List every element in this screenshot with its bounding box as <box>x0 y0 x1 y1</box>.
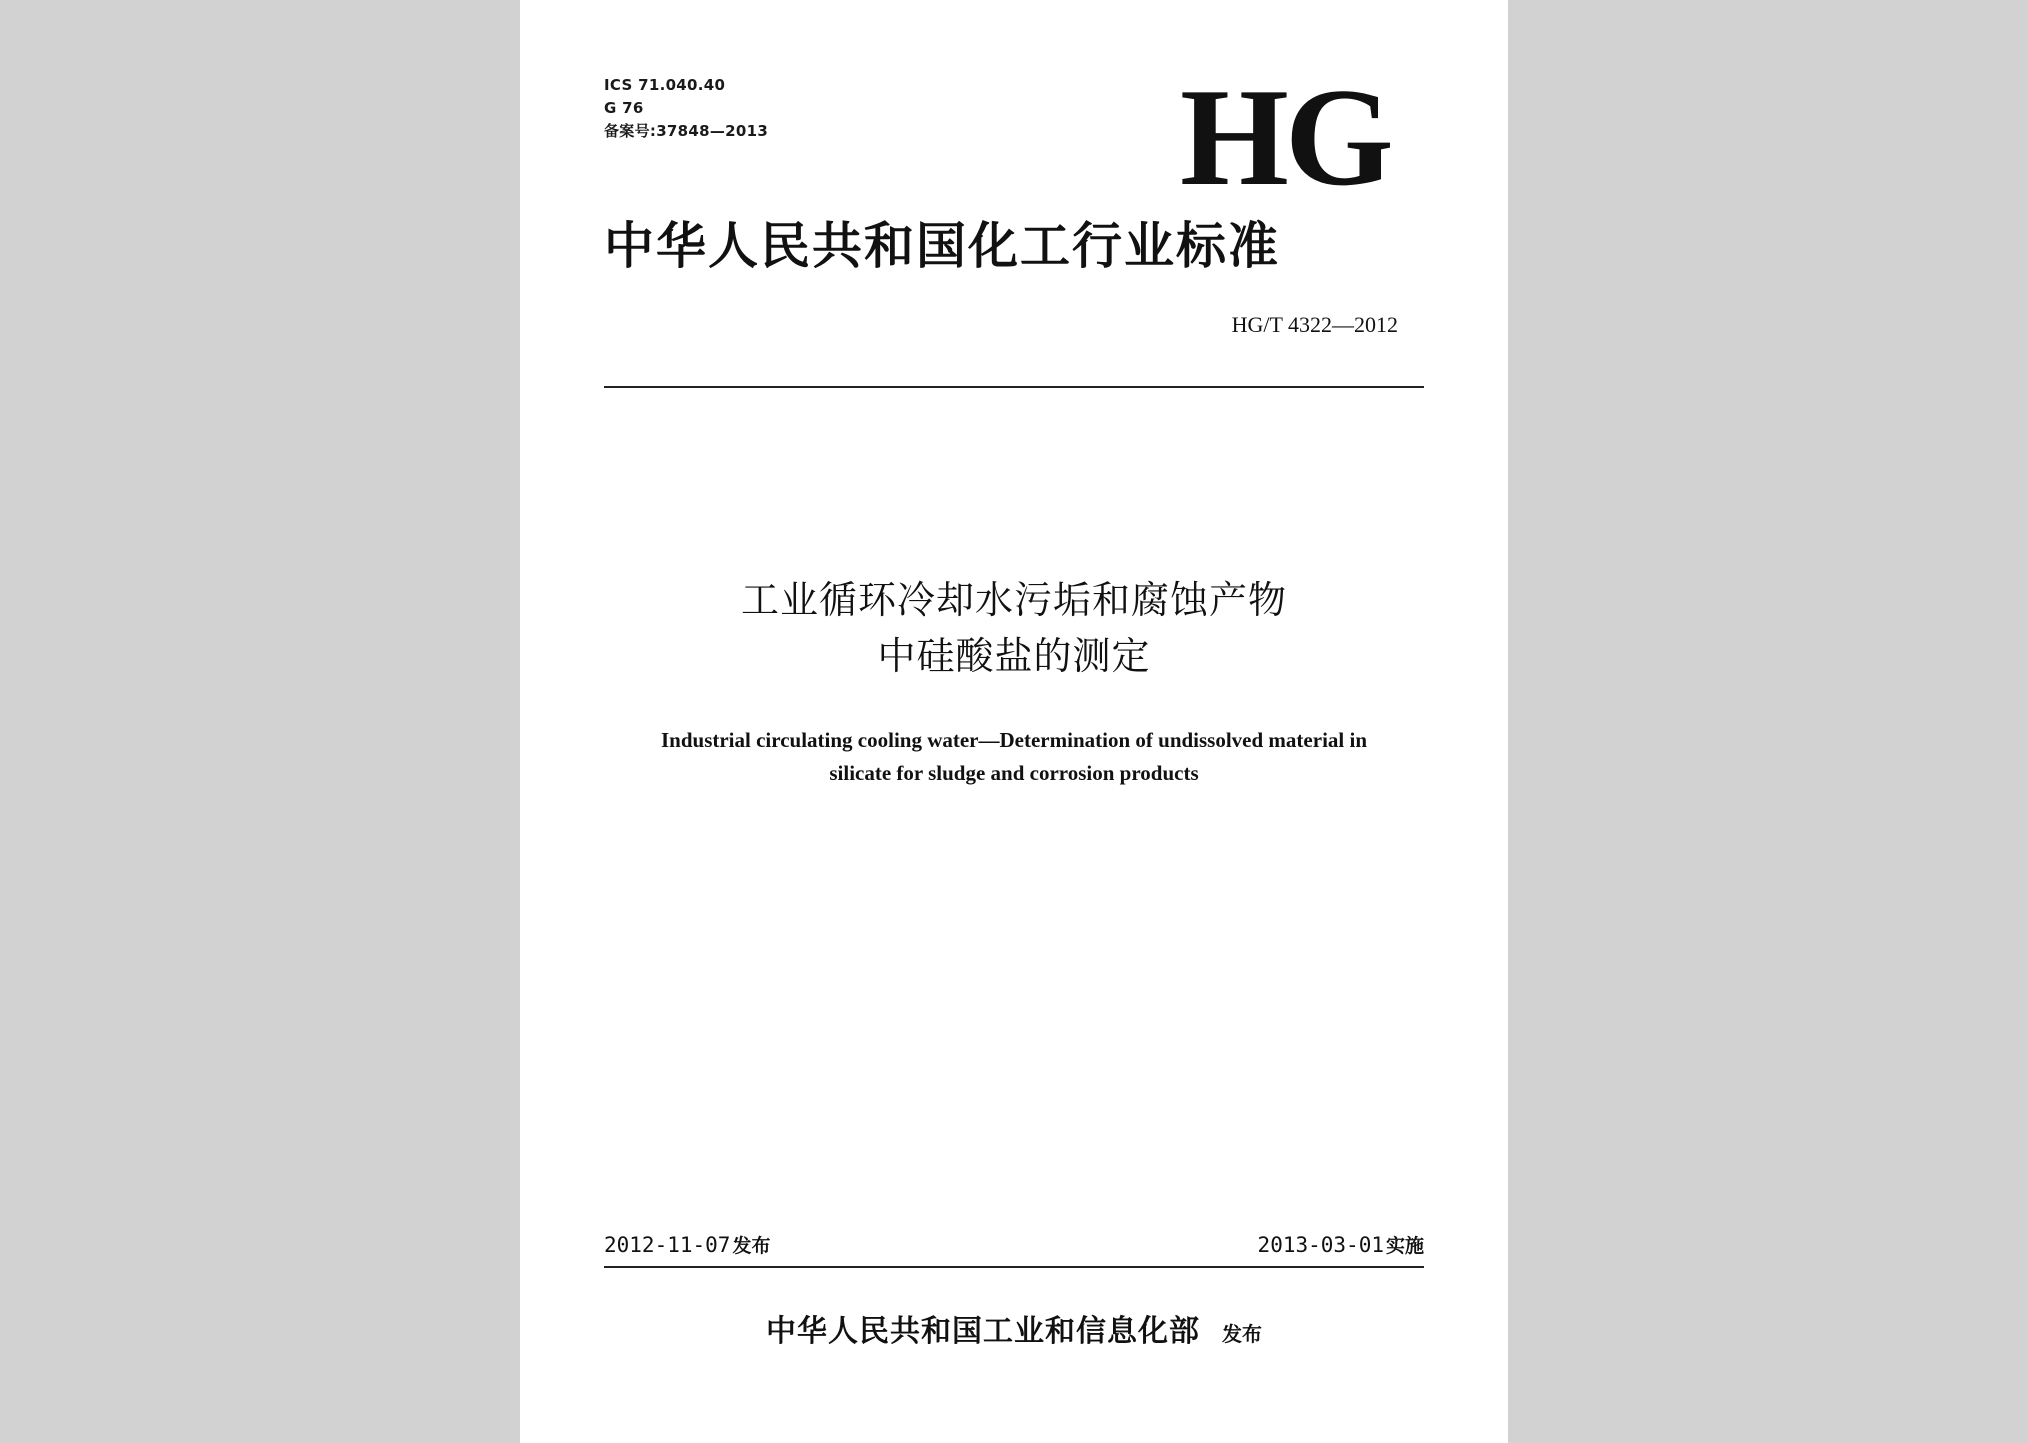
chinese-title-line-1: 工业循环冷却水污垢和腐蚀产物 <box>740 578 1287 622</box>
document-page <box>520 0 1508 1443</box>
english-title-line-2: silicate for sludge and corrosion products <box>829 761 1199 785</box>
header-divider <box>604 386 1424 388</box>
ics-code: ICS 71.040.40 <box>604 76 726 94</box>
implement-date: 2013-03-01 <box>1257 1233 1384 1257</box>
implement-date-block <box>1258 1230 1424 1261</box>
publisher-line <box>520 1306 1508 1350</box>
standard-title: 中华人民共和国化工行业标准 <box>604 217 1280 275</box>
issue-label: 发布 <box>732 1235 771 1257</box>
issue-date-block <box>604 1230 770 1261</box>
classification-block <box>604 74 768 143</box>
publisher-label: 发布 <box>1222 1322 1262 1346</box>
implement-label: 实施 <box>1385 1235 1424 1257</box>
issue-date: 2012-11-07 <box>604 1233 731 1257</box>
standard-number: HG/T 4322—2012 <box>1231 312 1398 337</box>
publisher-name: 中华人民共和国工业和信息化部 <box>766 1314 1200 1349</box>
hg-logo: HG <box>1180 60 1390 215</box>
chinese-title <box>520 572 1508 684</box>
chinese-title-line-2: 中硅酸盐的测定 <box>877 634 1151 678</box>
ccs-code: G 76 <box>604 99 644 117</box>
dates-row <box>604 1230 1424 1268</box>
english-title-line-1: Industrial circulating cooling water—Determination of undissolved material in <box>660 728 1367 752</box>
filing-number: 备案号:37848—2013 <box>604 122 769 140</box>
english-title <box>520 724 1508 790</box>
